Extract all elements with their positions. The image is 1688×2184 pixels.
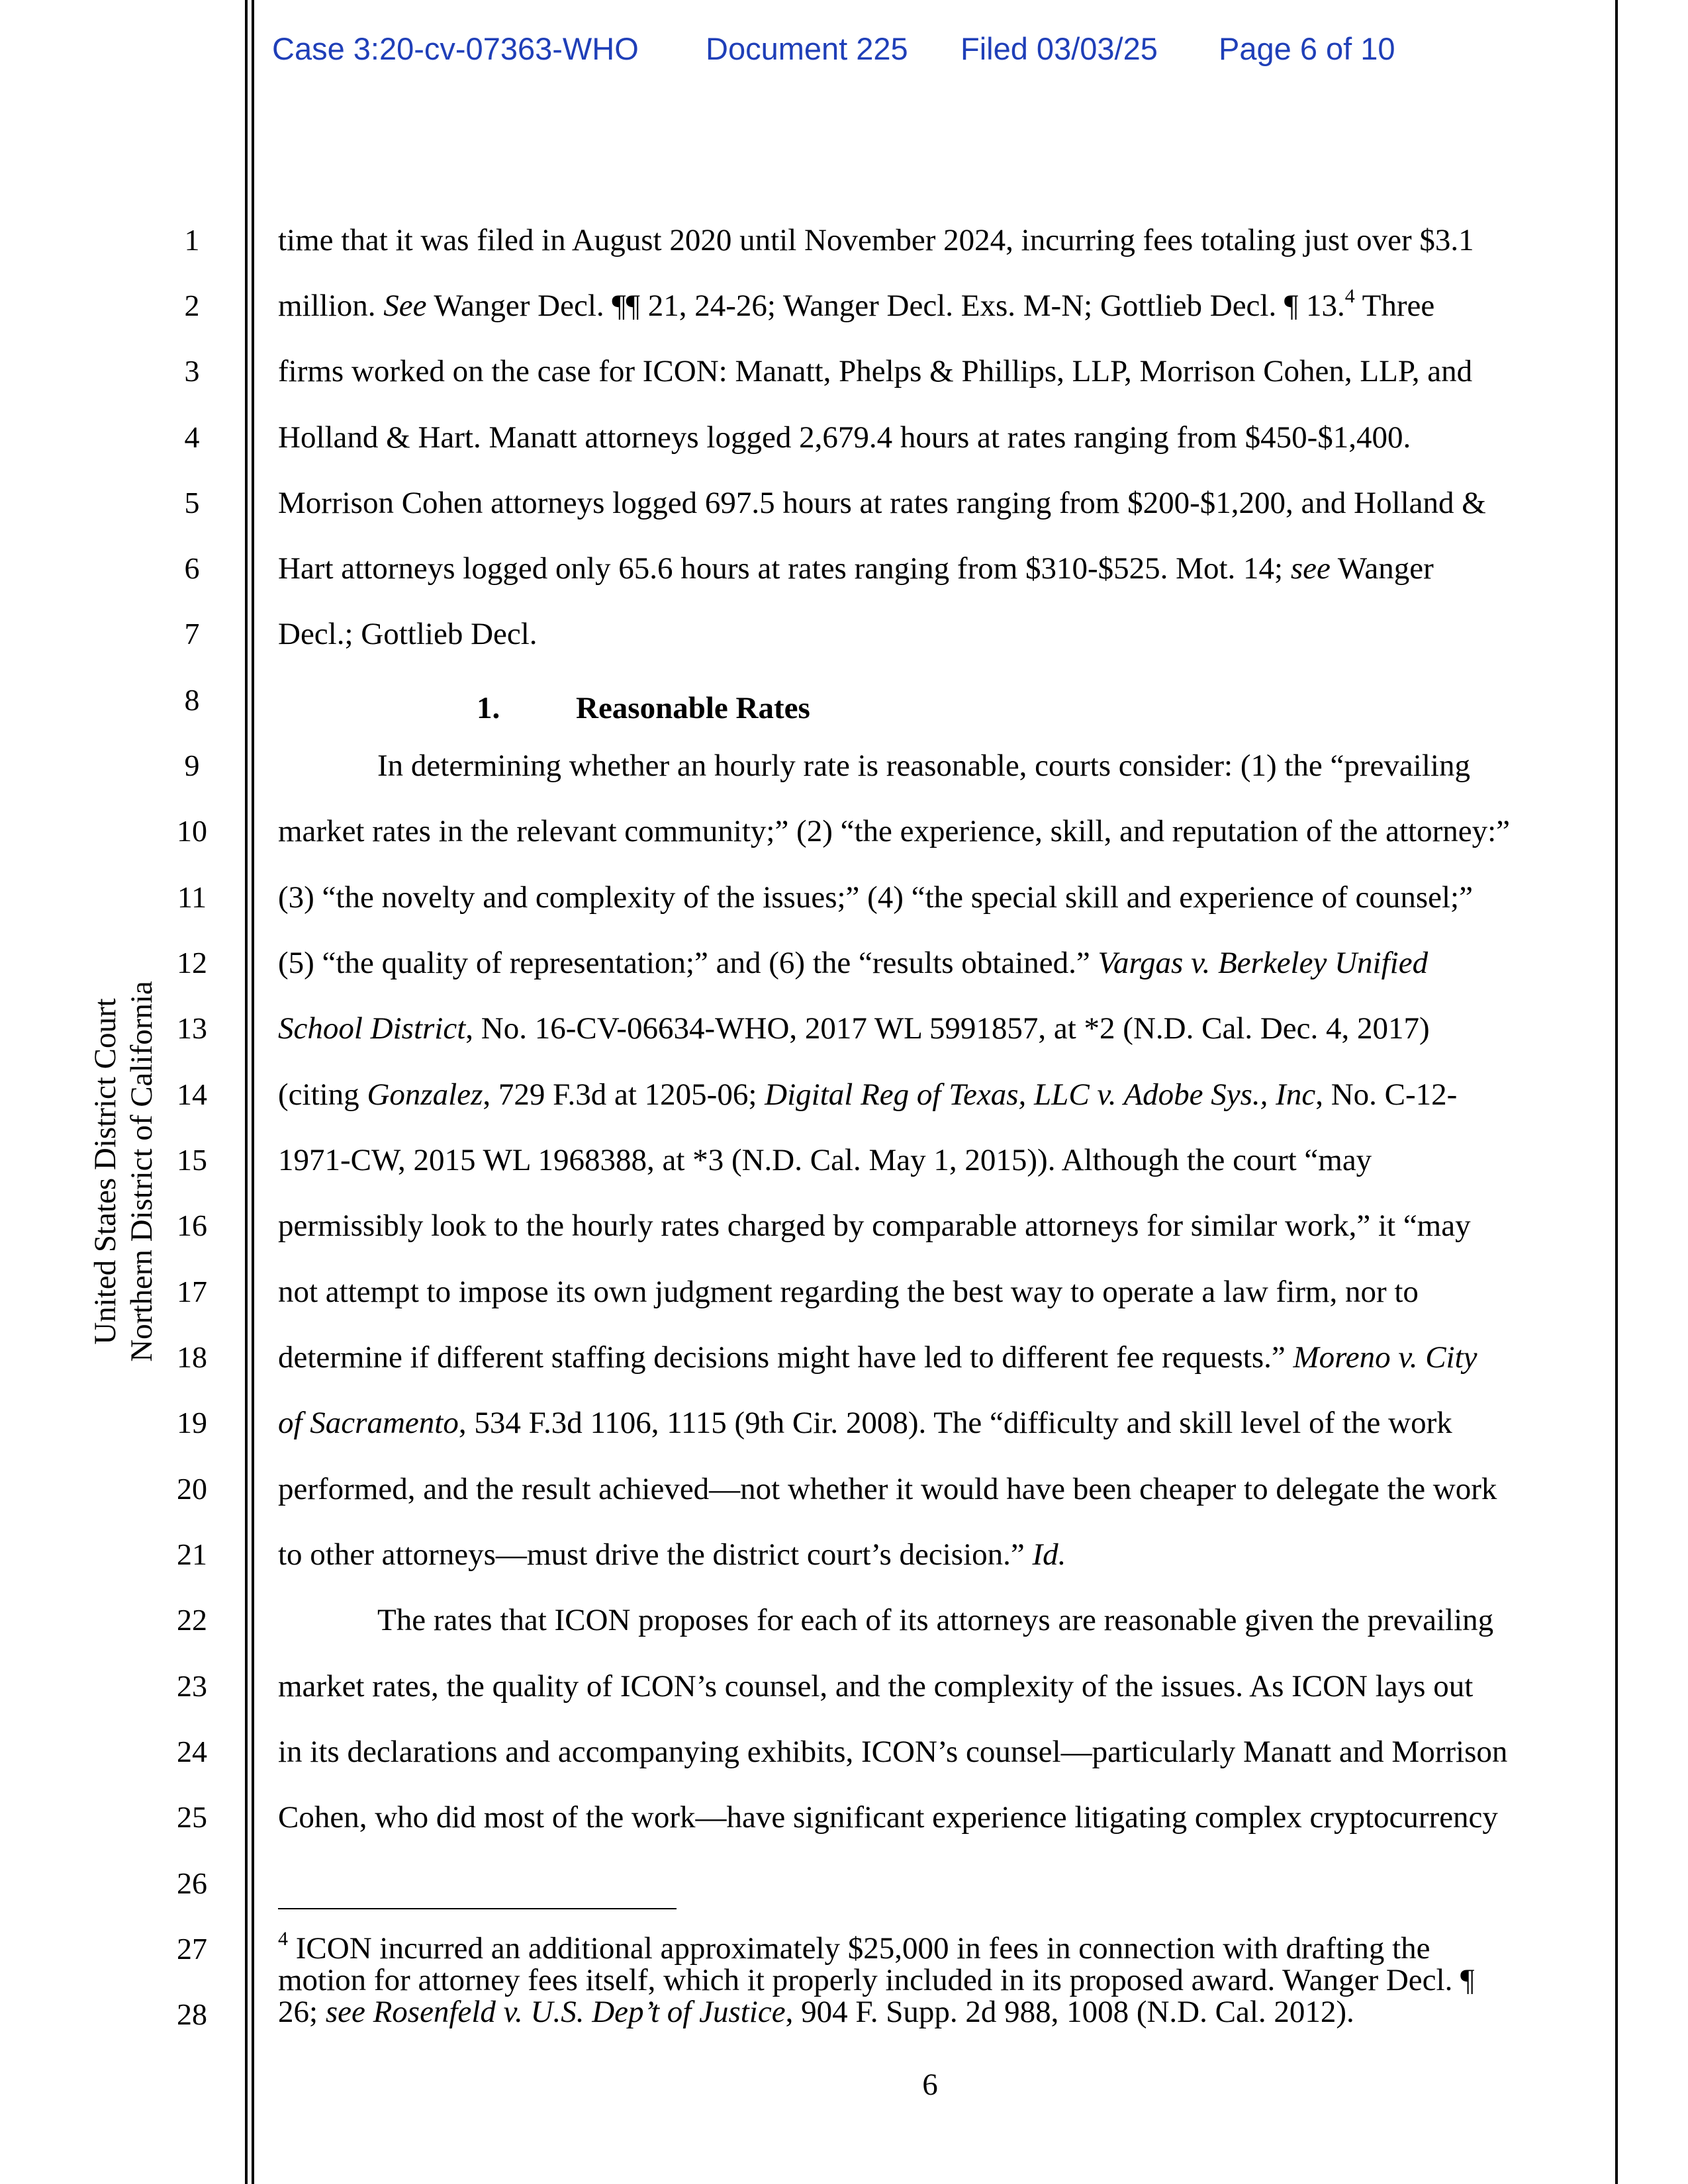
header-case-number: Case 3:20-cv-07363-WHO: [272, 31, 639, 66]
line-number: 8: [184, 683, 200, 717]
body-line: performed, and the result achieved—not whether it would have been cheaper to delegate the work: [278, 1472, 1497, 1506]
body-line: firms worked on the case for ICON: Manatt, Phelps & Phillips, LLP, Morrison Cohen, LLP, and: [278, 354, 1473, 388]
body-line: Holland & Hart. Manatt attorneys logged 2,679.4 hours at rates ranging from $450-$1,400.: [278, 420, 1411, 455]
line-number: 26: [177, 1866, 207, 1900]
body-line: time that it was filed in August 2020 until November 2024, incurring fees totaling just over $3.1: [278, 223, 1474, 257]
body-line: (citing Gonzalez, 729 F.3d at 1205-06; Digital Reg of Texas, LLC v. Adobe Sys., Inc, No. C-12-: [278, 1077, 1458, 1112]
body-line: of Sacramento, 534 F.3d 1106, 1115 (9th Cir. 2008). The “difficulty and skill level of the work: [278, 1406, 1452, 1440]
body-line: Morrison Cohen attorneys logged 697.5 hours at rates ranging from $200-$1,200, and Holland &: [278, 486, 1486, 520]
body-line: market rates, the quality of ICON’s counsel, and the complexity of the issues. As ICON lays out: [278, 1669, 1474, 1704]
line-number: 28: [177, 1997, 207, 2031]
line-number: 15: [177, 1143, 207, 1177]
line-number: 19: [177, 1406, 207, 1439]
body-line: market rates in the relevant community;” (2) “the experience, skill, and reputation of the attorney:”: [278, 814, 1510, 848]
right-margin-rule: [1615, 0, 1618, 2184]
line-number: 17: [177, 1275, 207, 1308]
line-number: 27: [177, 1932, 207, 1966]
line-number: 22: [177, 1603, 207, 1637]
line-number: 23: [177, 1669, 207, 1703]
body-line: in its declarations and accompanying exhibits, ICON’s counsel—particularly Manatt and Morrison: [278, 1735, 1508, 1769]
line-number: 25: [177, 1800, 207, 1834]
footnote-reference: 4: [1344, 285, 1355, 307]
body-line: School District, No. 16-CV-06634-WHO, 2017 WL 5991857, at *2 (N.D. Cal. Dec. 4, 2017): [278, 1011, 1430, 1046]
line-number: 14: [177, 1077, 207, 1111]
footnote-line: $^4$ ICON incurred an additional approximately $25,000 in fees in connection with drafting the: [278, 1928, 1430, 1966]
line-number: 7: [184, 617, 200, 651]
line-number: 13: [177, 1011, 207, 1045]
court-district: Northern District of California: [124, 981, 159, 1362]
footnote-line: 26; see Rosenfeld v. U.S. Dep’t of Justice, 904 F. Supp. 2d 988, 1008 (N.D. Cal. 2012).: [278, 1995, 1354, 2029]
line-number: 10: [177, 814, 207, 848]
body-line: permissibly look to the hourly rates charged by comparable attorneys for similar work,” it “may: [278, 1208, 1471, 1243]
section-heading-number: 1.: [477, 691, 500, 725]
line-number: 5: [184, 486, 200, 520]
line-number: 6: [184, 551, 200, 585]
body-line: to other attorneys—must drive the district court’s decision.” Id.: [278, 1537, 1066, 1572]
body-line: (3) “the novelty and complexity of the issues;” (4) “the special skill and experience of counsel;”: [278, 880, 1473, 915]
section-heading: Reasonable Rates: [576, 691, 810, 725]
line-number: 2: [184, 289, 200, 322]
header-filed-date: Filed 03/03/25: [961, 31, 1158, 66]
body-line: The rates that ICON proposes for each of its attorneys are reasonable given the prevailing: [377, 1603, 1494, 1637]
line-number: 4: [184, 420, 200, 454]
body-line: Cohen, who did most of the work—have significant experience litigating complex cryptocurrency: [278, 1800, 1498, 1835]
line-number: 20: [177, 1472, 207, 1506]
body-line: Hart attorneys logged only 65.6 hours at rates ranging from $310-$525. Mot. 14; see Wanger: [278, 551, 1434, 586]
line-number: 9: [184, 749, 200, 782]
left-margin-rule-1: [245, 0, 248, 2184]
header-document-number: Document 225: [706, 31, 908, 66]
line-number: 24: [177, 1735, 207, 1768]
body-line: million. See Wanger Decl. ¶¶ 21, 24-26; Wanger Decl. Exs. M-N; Gottlieb Decl. ¶ 13.$^4$ Three: [278, 285, 1435, 323]
line-number: 21: [177, 1537, 207, 1571]
header-page-count: Page 6 of 10: [1219, 31, 1395, 66]
court-name: United States District Court: [88, 998, 122, 1345]
line-number: 1: [184, 223, 200, 257]
footnote-marker: 4: [278, 1928, 288, 1950]
body-line: 1971-CW, 2015 WL 1968388, at *3 (N.D. Cal. May 1, 2015)). Although the court “may: [278, 1143, 1372, 1177]
line-number: 11: [177, 880, 207, 914]
footnote-separator: [278, 1908, 677, 1909]
body-line: (5) “the quality of representation;” and (6) the “results obtained.” Vargas v. Berkeley Unified: [278, 946, 1429, 980]
body-line: Decl.; Gottlieb Decl.: [278, 617, 538, 651]
line-number: 3: [184, 354, 200, 388]
body-line: determine if different staffing decisions might have led to different fee requests.” Moreno v. City: [278, 1340, 1477, 1375]
line-number: 16: [177, 1208, 207, 1242]
page-number: 6: [922, 2068, 938, 2102]
left-margin-rule-2: [252, 0, 254, 2184]
line-number: 18: [177, 1340, 207, 1374]
body-line: not attempt to impose its own judgment regarding the best way to operate a law firm, nor to: [278, 1275, 1419, 1309]
body-line: In determining whether an hourly rate is reasonable, courts consider: (1) the “prevailing: [377, 749, 1470, 783]
line-number: 12: [177, 946, 207, 979]
footnote-line: motion for attorney fees itself, which it properly included in its proposed award. Wanger Decl. ¶: [278, 1963, 1475, 1997]
